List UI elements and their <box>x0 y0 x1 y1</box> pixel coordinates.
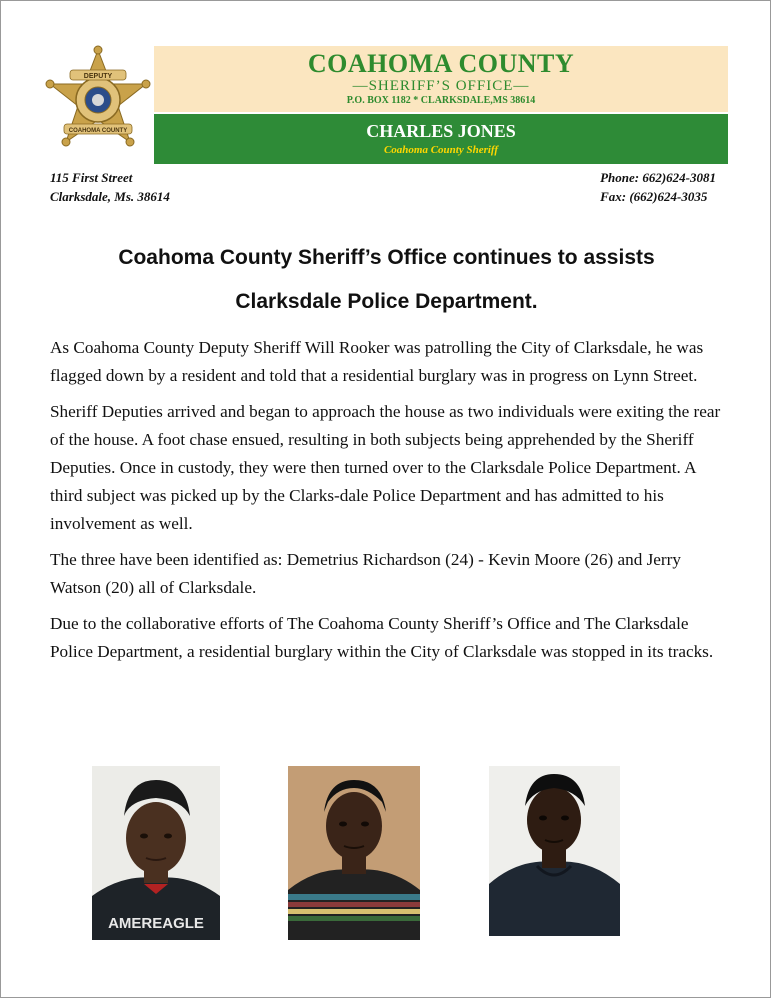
header-po-box: P.O. BOX 1182 * CLARKSDALE,MS 38614 <box>346 95 536 106</box>
city-address: Clarksdale, Ms. 38614 <box>50 189 170 204</box>
sheriff-badge-icon <box>42 44 154 164</box>
badge-bottom-text: COAHOMA COUNTY <box>68 128 128 134</box>
header-title: COAHOMA COUNTY <box>307 49 575 78</box>
paragraph-2: Sheriff Deputies arrived and began to approach the house as two individuals were exiting the rear of the house. A foot chase ensued, resulting in both subjects being apprehended by the Sheriff Deputies. Once in custody, they were then turned over to the Clarksdale Police Department. A third subject was picked up by the Clarks-dale Police Department and has admitted to his involvement as well. <box>50 402 721 533</box>
header-banner-bottom <box>154 114 728 164</box>
phone-number: Phone: 662)624-3081 <box>600 170 716 185</box>
paragraph-4: Due to the collaborative efforts of The Coahoma County Sheriff’s Office and The Clarksdale Police Department, a residential burglary within the City of Clarksdale was stopped in its tracks. <box>50 614 714 661</box>
mugshot-3 <box>489 766 620 936</box>
phone-fax-block <box>600 168 716 206</box>
paragraph-3: The three have been identified as: Demetrius Richardson (24) - Kevin Moore (26) and Jerry Watson (20) all of Clarksdale. <box>50 550 681 597</box>
address-block <box>50 168 170 206</box>
paragraph-1: As Coahoma County Deputy Sheriff Will Rooker was patrolling the City of Clarksdale, he was flagged down by a resident and told that a residential burglary was in progress on Lynn Street. <box>50 338 704 385</box>
mugshot-1 <box>92 766 220 940</box>
mugshot-2 <box>288 766 420 940</box>
street-address: 115 First Street <box>50 170 133 185</box>
sheriff-title: Coahoma County Sheriff <box>383 144 499 156</box>
shirt-text: AMEREAGLE <box>108 915 204 932</box>
header-subtitle: —SHERIFF’S OFFICE— <box>352 78 530 94</box>
fax-number: Fax: (662)624-3035 <box>600 189 708 204</box>
header-banner-top <box>154 46 728 112</box>
article-body <box>50 334 726 674</box>
sheriff-name: CHARLES JONES <box>366 121 516 141</box>
headline-line-1: Coahoma County Sheriff’s Office continues to assists <box>118 246 655 269</box>
badge-top-text: DEPUTY <box>83 73 113 80</box>
headline-line-2: Clarksdale Police Department. <box>235 290 538 313</box>
